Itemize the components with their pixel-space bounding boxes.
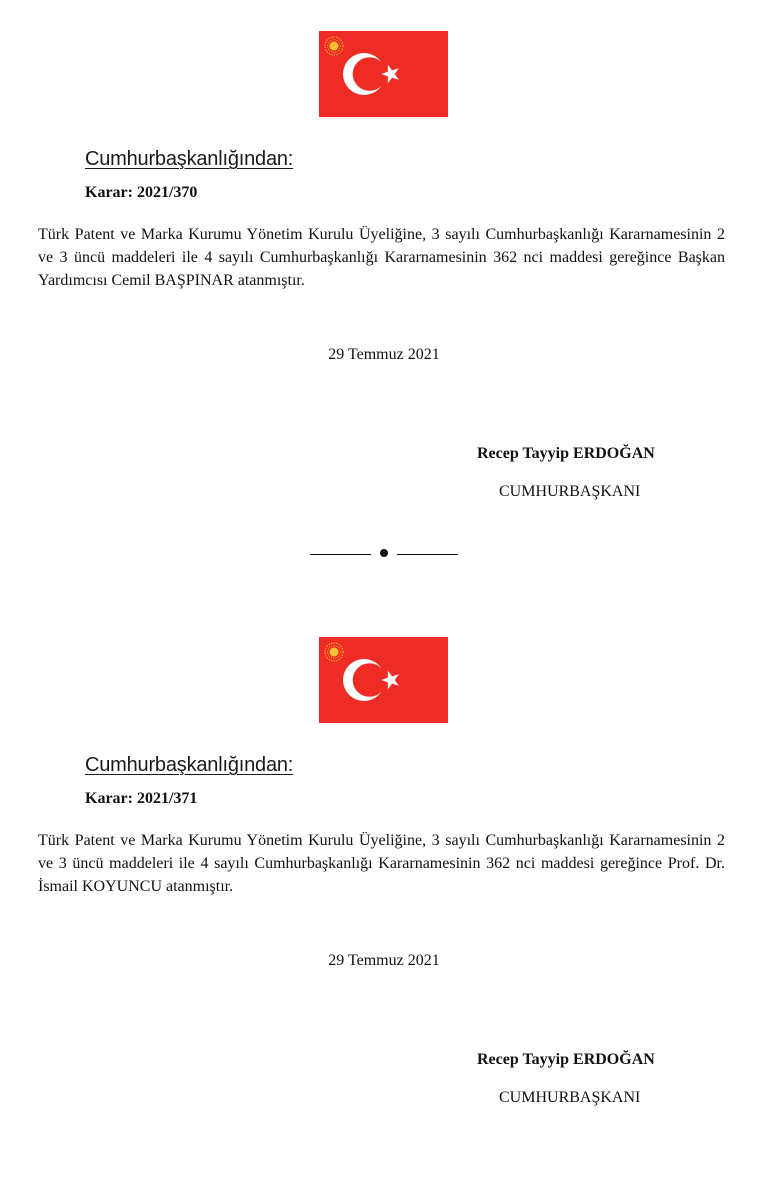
decree-body: Türk Patent ve Marka Kurumu Yönetim Kurulu Üyeliğine, 3 sayılı Cumhurbaşkanlığı Kararnamesinin 2 ve 3 üncü maddeleri ile 4 sayılı Cumhurbaşkanlığı Kararnamesinin 362 nci maddesi gereğince Başkan Yardımcısı Cemil BAŞPINAR atanmıştır.	[38, 226, 725, 289]
signer-name: Recep Tayyip ERDOĞAN	[477, 445, 655, 462]
decree-date: 29 Temmuz 2021	[328, 346, 440, 363]
separator-line-right	[397, 554, 458, 555]
issuing-authority: Cumhurbaşkanlığından:	[85, 754, 294, 776]
decision-number: Karar: 2021/371	[85, 790, 198, 807]
signer-title: CUMHURBAŞKANI	[499, 483, 641, 500]
decree-body: Türk Patent ve Marka Kurumu Yönetim Kurulu Üyeliğine, 3 sayılı Cumhurbaşkanlığı Kararnamesinin 2 ve 3 üncü maddeleri ile 4 sayılı Cumhurbaşkanlığı Kararnamesinin 362 nci maddesi gereğince Prof. Dr. İsmail KOYUNCU atanmıştır.	[38, 832, 725, 895]
decree-separator	[310, 546, 458, 558]
turkish-flag-icon	[319, 31, 448, 117]
signer-title: CUMHURBAŞKANI	[499, 1089, 641, 1106]
decree-date: 29 Temmuz 2021	[328, 952, 440, 969]
decree-2021-370	[0, 31, 768, 551]
separator-line-left	[310, 554, 371, 555]
decree-2021-371	[0, 637, 768, 1157]
decision-number: Karar: 2021/370	[85, 184, 198, 201]
issuing-authority: Cumhurbaşkanlığından:	[85, 148, 294, 170]
signer-name: Recep Tayyip ERDOĞAN	[477, 1051, 655, 1068]
turkish-flag-icon	[319, 637, 448, 723]
separator-dot-icon	[380, 549, 388, 557]
